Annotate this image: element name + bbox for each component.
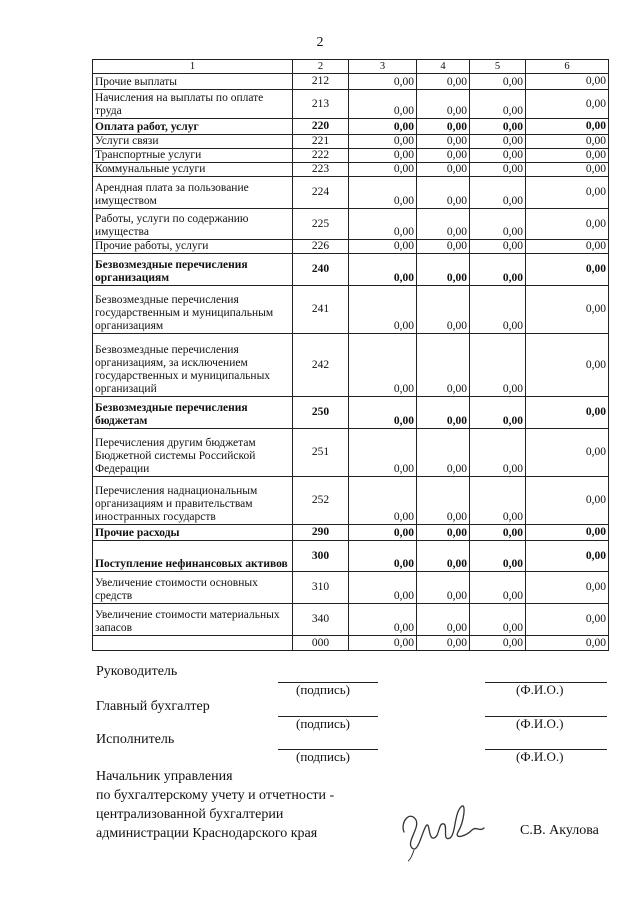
column-header: 6 (526, 60, 609, 74)
value-cell: 0,00 (470, 135, 526, 149)
code-cell: 241 (293, 286, 349, 334)
value-cell: 0,00 (470, 477, 526, 525)
value-cell: 0,00 (526, 149, 609, 163)
column-header: 2 (293, 60, 349, 74)
page-number: 2 (316, 35, 324, 50)
value-cell: 0,00 (349, 286, 417, 334)
value-cell: 0,00 (470, 604, 526, 636)
code-cell: 222 (293, 149, 349, 163)
value-cell: 0,00 (417, 177, 470, 209)
table-row (93, 525, 609, 541)
value-cell: 0,00 (526, 572, 609, 604)
value-cell: 0,00 (470, 240, 526, 254)
item-name-cell: Работы, услуги по содержанию имущества (93, 209, 293, 240)
footer-line: по бухгалтерскому учету и отчетности - (96, 788, 335, 803)
item-name-cell: Поступление нефинансовых активов (93, 541, 293, 572)
value-cell: 0,00 (526, 397, 609, 429)
item-name-cell (93, 636, 293, 651)
value-cell: 0,00 (417, 541, 470, 572)
column-header: 1 (93, 60, 293, 74)
value-cell: 0,00 (349, 525, 417, 541)
value-cell: 0,00 (417, 604, 470, 636)
value-cell: 0,00 (526, 429, 609, 477)
code-cell: 220 (293, 119, 349, 135)
footer-line: централизованной бухгалтерии (96, 807, 284, 822)
table-row (93, 572, 609, 604)
value-cell: 0,00 (470, 429, 526, 477)
value-cell: 0,00 (470, 541, 526, 572)
value-cell: 0,00 (417, 163, 470, 177)
item-name-cell: Безвозмездные перечисления государственным и муниципальным организациям (93, 286, 293, 334)
code-cell: 310 (293, 572, 349, 604)
value-cell: 0,00 (470, 254, 526, 286)
value-cell: 0,00 (470, 286, 526, 334)
code-cell: 290 (293, 525, 349, 541)
item-name-cell: Перечисления наднациональным организациям и правительствам иностранных государств (93, 477, 293, 525)
code-cell: 223 (293, 163, 349, 177)
value-cell: 0,00 (470, 334, 526, 397)
head-signature-hint: (подпись) (296, 682, 350, 697)
item-name-cell: Транспортные услуги (93, 149, 293, 163)
value-cell: 0,00 (470, 572, 526, 604)
executor-label: Исполнитель (96, 732, 175, 747)
code-cell: 221 (293, 135, 349, 149)
value-cell: 0,00 (349, 90, 417, 119)
code-cell: 340 (293, 604, 349, 636)
value-cell: 0,00 (526, 119, 609, 135)
value-cell: 0,00 (349, 541, 417, 572)
value-cell: 0,00 (526, 604, 609, 636)
table-row (93, 163, 609, 177)
value-cell: 0,00 (526, 135, 609, 149)
code-cell: 300 (293, 541, 349, 572)
value-cell: 0,00 (349, 177, 417, 209)
code-cell: 251 (293, 429, 349, 477)
footer-line: Начальник управления (96, 769, 233, 784)
table-row (93, 74, 609, 90)
value-cell: 0,00 (349, 604, 417, 636)
code-cell: 250 (293, 397, 349, 429)
value-cell: 0,00 (526, 541, 609, 572)
code-cell: 225 (293, 209, 349, 240)
value-cell: 0,00 (349, 429, 417, 477)
value-cell: 0,00 (349, 334, 417, 397)
value-cell: 0,00 (526, 254, 609, 286)
table-row (93, 209, 609, 240)
signer-name: С.В. Акулова (520, 823, 599, 838)
report-table-body (93, 60, 609, 651)
value-cell: 0,00 (526, 334, 609, 397)
handwritten-signature-icon (392, 792, 492, 862)
table-row (93, 541, 609, 572)
item-name-cell: Оплата работ, услуг (93, 119, 293, 135)
table-row (93, 636, 609, 651)
executor-signature-hint: (подпись) (296, 749, 350, 764)
chief-accountant-label: Главный бухгалтер (96, 699, 210, 714)
value-cell: 0,00 (526, 525, 609, 541)
table-row (93, 397, 609, 429)
item-name-cell: Безвозмездные перечисления бюджетам (93, 397, 293, 429)
value-cell: 0,00 (417, 572, 470, 604)
item-name-cell: Прочие выплаты (93, 74, 293, 90)
value-cell: 0,00 (470, 119, 526, 135)
footer-line: администрации Краснодарского края (96, 826, 318, 841)
value-cell: 0,00 (349, 149, 417, 163)
value-cell: 0,00 (349, 397, 417, 429)
code-cell: 224 (293, 177, 349, 209)
value-cell: 0,00 (417, 525, 470, 541)
value-cell: 0,00 (470, 636, 526, 651)
item-name-cell: Арендная плата за пользование имуществом (93, 177, 293, 209)
executor-name-hint: (Ф.И.О.) (516, 749, 564, 764)
value-cell: 0,00 (349, 209, 417, 240)
head-label: Руководитель (96, 664, 178, 679)
head-name-hint: (Ф.И.О.) (516, 682, 564, 697)
footer-position (96, 767, 334, 843)
value-cell: 0,00 (349, 135, 417, 149)
value-cell: 0,00 (526, 177, 609, 209)
value-cell: 0,00 (417, 397, 470, 429)
value-cell: 0,00 (526, 163, 609, 177)
table-row (93, 90, 609, 119)
code-cell: 212 (293, 74, 349, 90)
value-cell: 0,00 (470, 397, 526, 429)
value-cell: 0,00 (417, 135, 470, 149)
code-cell: 242 (293, 334, 349, 397)
value-cell: 0,00 (349, 240, 417, 254)
item-name-cell: Перечисления другим бюджетам Бюджетной системы Российской Федерации (93, 429, 293, 477)
column-header: 3 (349, 60, 417, 74)
value-cell: 0,00 (349, 636, 417, 651)
code-cell: 213 (293, 90, 349, 119)
item-name-cell: Прочие работы, услуги (93, 240, 293, 254)
value-cell: 0,00 (417, 286, 470, 334)
value-cell: 0,00 (417, 149, 470, 163)
value-cell: 0,00 (526, 209, 609, 240)
value-cell: 0,00 (417, 119, 470, 135)
value-cell: 0,00 (417, 429, 470, 477)
table-row (93, 240, 609, 254)
item-name-cell: Безвозмездные перечисления организациям, за исключением государственных и муниципальных организаций (93, 334, 293, 397)
item-name-cell: Услуги связи (93, 135, 293, 149)
value-cell: 0,00 (526, 286, 609, 334)
value-cell: 0,00 (470, 525, 526, 541)
value-cell: 0,00 (349, 163, 417, 177)
item-name-cell: Начисления на выплаты по оплате труда (93, 90, 293, 119)
table-row (93, 254, 609, 286)
value-cell: 0,00 (349, 477, 417, 525)
item-name-cell: Прочие расходы (93, 525, 293, 541)
report-table (92, 59, 609, 651)
value-cell: 0,00 (470, 163, 526, 177)
value-cell: 0,00 (417, 254, 470, 286)
code-cell: 226 (293, 240, 349, 254)
code-cell: 252 (293, 477, 349, 525)
column-header: 4 (417, 60, 470, 74)
value-cell: 0,00 (417, 477, 470, 525)
value-cell: 0,00 (417, 240, 470, 254)
table-row (93, 149, 609, 163)
value-cell: 0,00 (417, 636, 470, 651)
value-cell: 0,00 (417, 209, 470, 240)
chief-accountant-name-hint: (Ф.И.О.) (516, 716, 564, 731)
chief-accountant-signature-hint: (подпись) (296, 716, 350, 731)
table-row (93, 286, 609, 334)
table-row (93, 119, 609, 135)
value-cell: 0,00 (526, 90, 609, 119)
value-cell: 0,00 (349, 572, 417, 604)
table-header-row (93, 60, 609, 74)
table-row (93, 334, 609, 397)
item-name-cell: Безвозмездные перечисления организациям (93, 254, 293, 286)
value-cell: 0,00 (470, 74, 526, 90)
table-row (93, 604, 609, 636)
column-header: 5 (470, 60, 526, 74)
value-cell: 0,00 (417, 74, 470, 90)
value-cell: 0,00 (470, 209, 526, 240)
table-row (93, 429, 609, 477)
code-cell: 240 (293, 254, 349, 286)
value-cell: 0,00 (417, 334, 470, 397)
value-cell: 0,00 (470, 149, 526, 163)
value-cell: 0,00 (526, 636, 609, 651)
value-cell: 0,00 (349, 119, 417, 135)
item-name-cell: Коммунальные услуги (93, 163, 293, 177)
value-cell: 0,00 (470, 90, 526, 119)
value-cell: 0,00 (349, 254, 417, 286)
value-cell: 0,00 (526, 74, 609, 90)
item-name-cell: Увеличение стоимости материальных запасов (93, 604, 293, 636)
value-cell: 0,00 (470, 177, 526, 209)
table-row (93, 177, 609, 209)
item-name-cell: Увеличение стоимости основных средств (93, 572, 293, 604)
table-row (93, 135, 609, 149)
table-row (93, 477, 609, 525)
value-cell: 0,00 (417, 90, 470, 119)
value-cell: 0,00 (526, 477, 609, 525)
code-cell: 000 (293, 636, 349, 651)
value-cell: 0,00 (349, 74, 417, 90)
value-cell: 0,00 (526, 240, 609, 254)
